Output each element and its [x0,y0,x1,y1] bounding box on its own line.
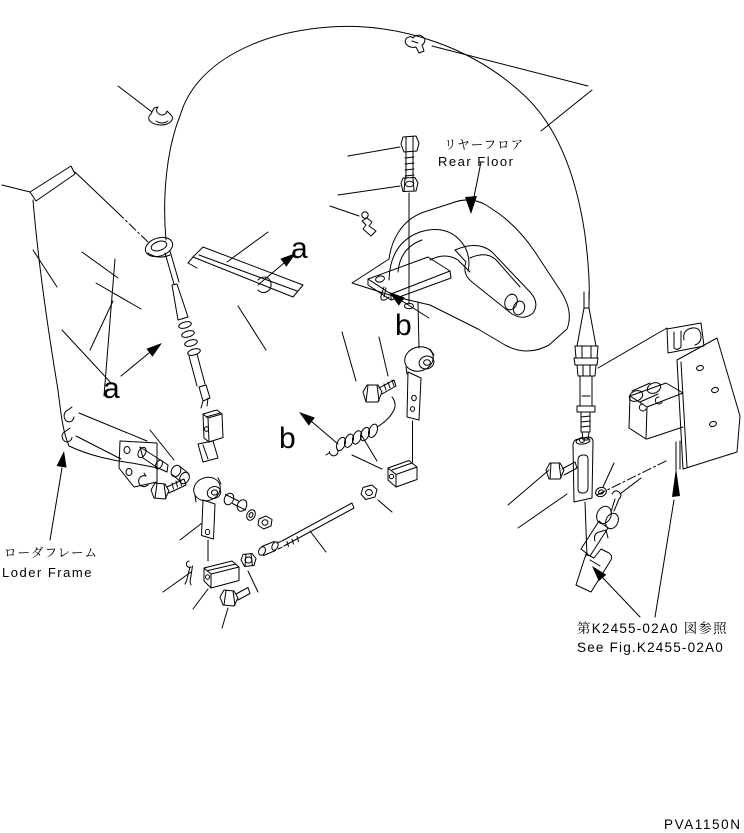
cable-end-rear [574,292,598,440]
view-a-label: a [291,232,308,265]
hex-bolt [363,380,396,402]
washer [594,486,607,498]
left-linkage [62,407,272,606]
reference-label-jp: 第K2455-02A0 図参照 [577,621,728,636]
tension-spring [326,397,395,456]
control-cable [149,26,590,303]
bellcrank-center [402,343,437,462]
cable-clamp-icon [149,107,173,125]
rear-floor-assembly [352,200,569,351]
hex-nut [401,178,418,192]
view-b-arrow-lower [299,412,338,444]
view-a-arrow-lower [121,343,162,376]
ref-arrow-2 [655,468,680,617]
cotter-pin [611,491,621,512]
rear-floor-label-jp: リヤーフロア [444,138,525,152]
hex-bolt [401,136,419,179]
loader-frame-label-jp: ローダフレーム [4,546,99,560]
rear-floor-label-en: Rear Floor [438,154,515,169]
view-b-label: b [395,309,412,342]
grease-fitting [362,212,376,236]
rear-floor-arrow [465,162,481,214]
loader-frame-outline [2,166,158,468]
z-bracket [576,530,612,592]
mount-bracket [598,323,740,470]
loader-frame-arrow [50,451,67,540]
ref-arrow-1 [592,566,640,617]
view-b-label: b [279,422,296,455]
leader-lines [62,46,641,628]
trunnion-block [573,437,593,556]
cable-end-front [165,251,210,408]
connecting-rod [257,485,377,556]
loader-frame-label-en: Loder Frame [2,565,93,580]
view-a-label: a [103,372,120,405]
bracket-strip [188,247,303,297]
drawing-code: PVA1150N [664,817,742,832]
link-block [388,461,417,488]
hex-bolt [546,462,577,479]
grommet [143,234,175,260]
reference-label-en: See Fig.K2455-02A0 [577,640,724,655]
